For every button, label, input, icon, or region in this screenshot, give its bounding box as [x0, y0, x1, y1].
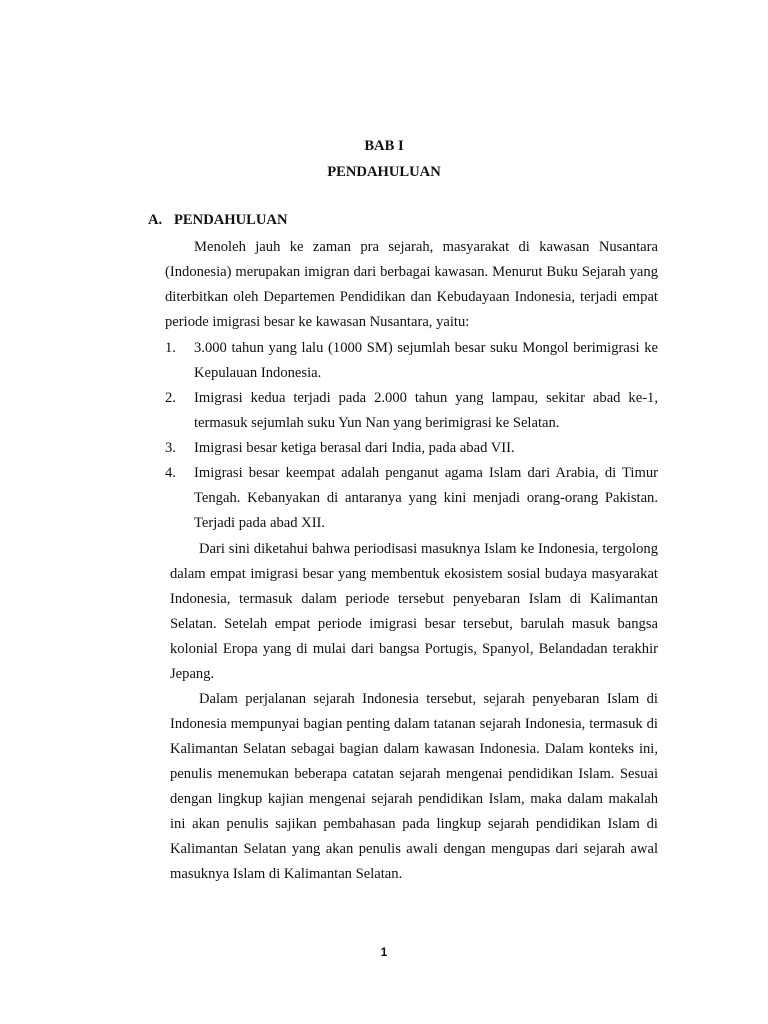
list-text: Imigrasi besar keempat adalah penganut agama Islam dari Arabia, di Timur Tengah. Kebanyakan di antaranya yang kini menjadi orang-orang Pakistan. Terjadi pada abad XII.: [194, 465, 658, 531]
list-number: 3.: [165, 440, 176, 456]
section-letter: A.: [148, 212, 163, 228]
paragraph-2-part-2: Spanyol: [476, 641, 530, 657]
immigration-list: [165, 336, 658, 536]
chapter-number: BAB I: [364, 138, 404, 154]
list-text: 3.000 tahun yang lalu (1000 SM) sejumlah besar suku Mongol berimigrasi ke Kepulauan Indonesia.: [194, 340, 658, 381]
list-number: 1.: [165, 340, 176, 356]
page-number: 1: [380, 945, 388, 959]
intro-paragraph: Menoleh jauh ke zaman pra sejarah, masyarakat di kawasan Nusantara (Indonesia) merupakan imigran dari berbagai kawasan. Menurut Buku Sejarah yang diterbitkan oleh Departemen Pendidikan dan Kebudayaan Indonesia, terjadi empat periode imigrasi besar ke kawasan Nusantara, yaitu:: [165, 239, 658, 330]
list-text: Imigrasi besar ketiga berasal dari India, pada abad VII.: [194, 440, 515, 456]
list-item: [165, 386, 658, 436]
paragraph-2: [170, 537, 658, 687]
list-item: [165, 336, 658, 386]
list-item: [165, 461, 658, 536]
underlined-comma: ,: [529, 641, 534, 657]
list-text: Imigrasi kedua terjadi pada 2.000 tahun yang lampau, sekitar abad ke-1, termasuk sejumlah suku Yun Nan yang berimigrasi ke Selatan.: [194, 390, 658, 431]
section-heading: [148, 212, 288, 229]
list-number: 2.: [165, 390, 176, 406]
underlined-comma: ,: [473, 641, 477, 657]
list-number: 4.: [165, 465, 176, 481]
chapter-title: PENDAHULUAN: [327, 164, 441, 180]
paragraph-2-part-3: Belandadan terakhir Jepang.: [170, 641, 659, 682]
list-item: [165, 436, 658, 461]
paragraph-3: Dalam perjalanan sejarah Indonesia tersebut, sejarah penyebaran Islam di Indonesia mempunyai bagian penting dalam tatanan sejarah Indonesia, termasuk di Kalimantan Selatan sebagai bagian dalam kawasan Indonesia. Dalam konteks ini, penulis menemukan beberapa catatan sejarah mengenai pendidikan Islam. Sesuai dengan lingkup kajian mengenai sejarah pendidikan Islam, maka dalam makalah ini akan penulis sajikan pembahasan pada lingkup sejarah pendidikan Islam di Kalimantan Selatan yang akan penulis awali dengan mengupas dari sejarah awal masuknya Islam di Kalimantan Selatan.: [170, 691, 658, 882]
paragraph-2-part-1: Dari sini diketahui bahwa periodisasi masuknya Islam ke Indonesia, tergolong dalam empat imigrasi besar yang membentuk ekosistem sosial budaya masyarakat Indonesia, termasuk dalam periode tersebut penyebaran Islam di Kalimantan Selatan. Setelah empat periode imigrasi besar tersebut, barulah masuk bangsa kolonial Eropa yang di mulai dari bangsa Portugis: [170, 541, 658, 657]
section-heading-text: PENDAHULUAN: [174, 212, 288, 228]
